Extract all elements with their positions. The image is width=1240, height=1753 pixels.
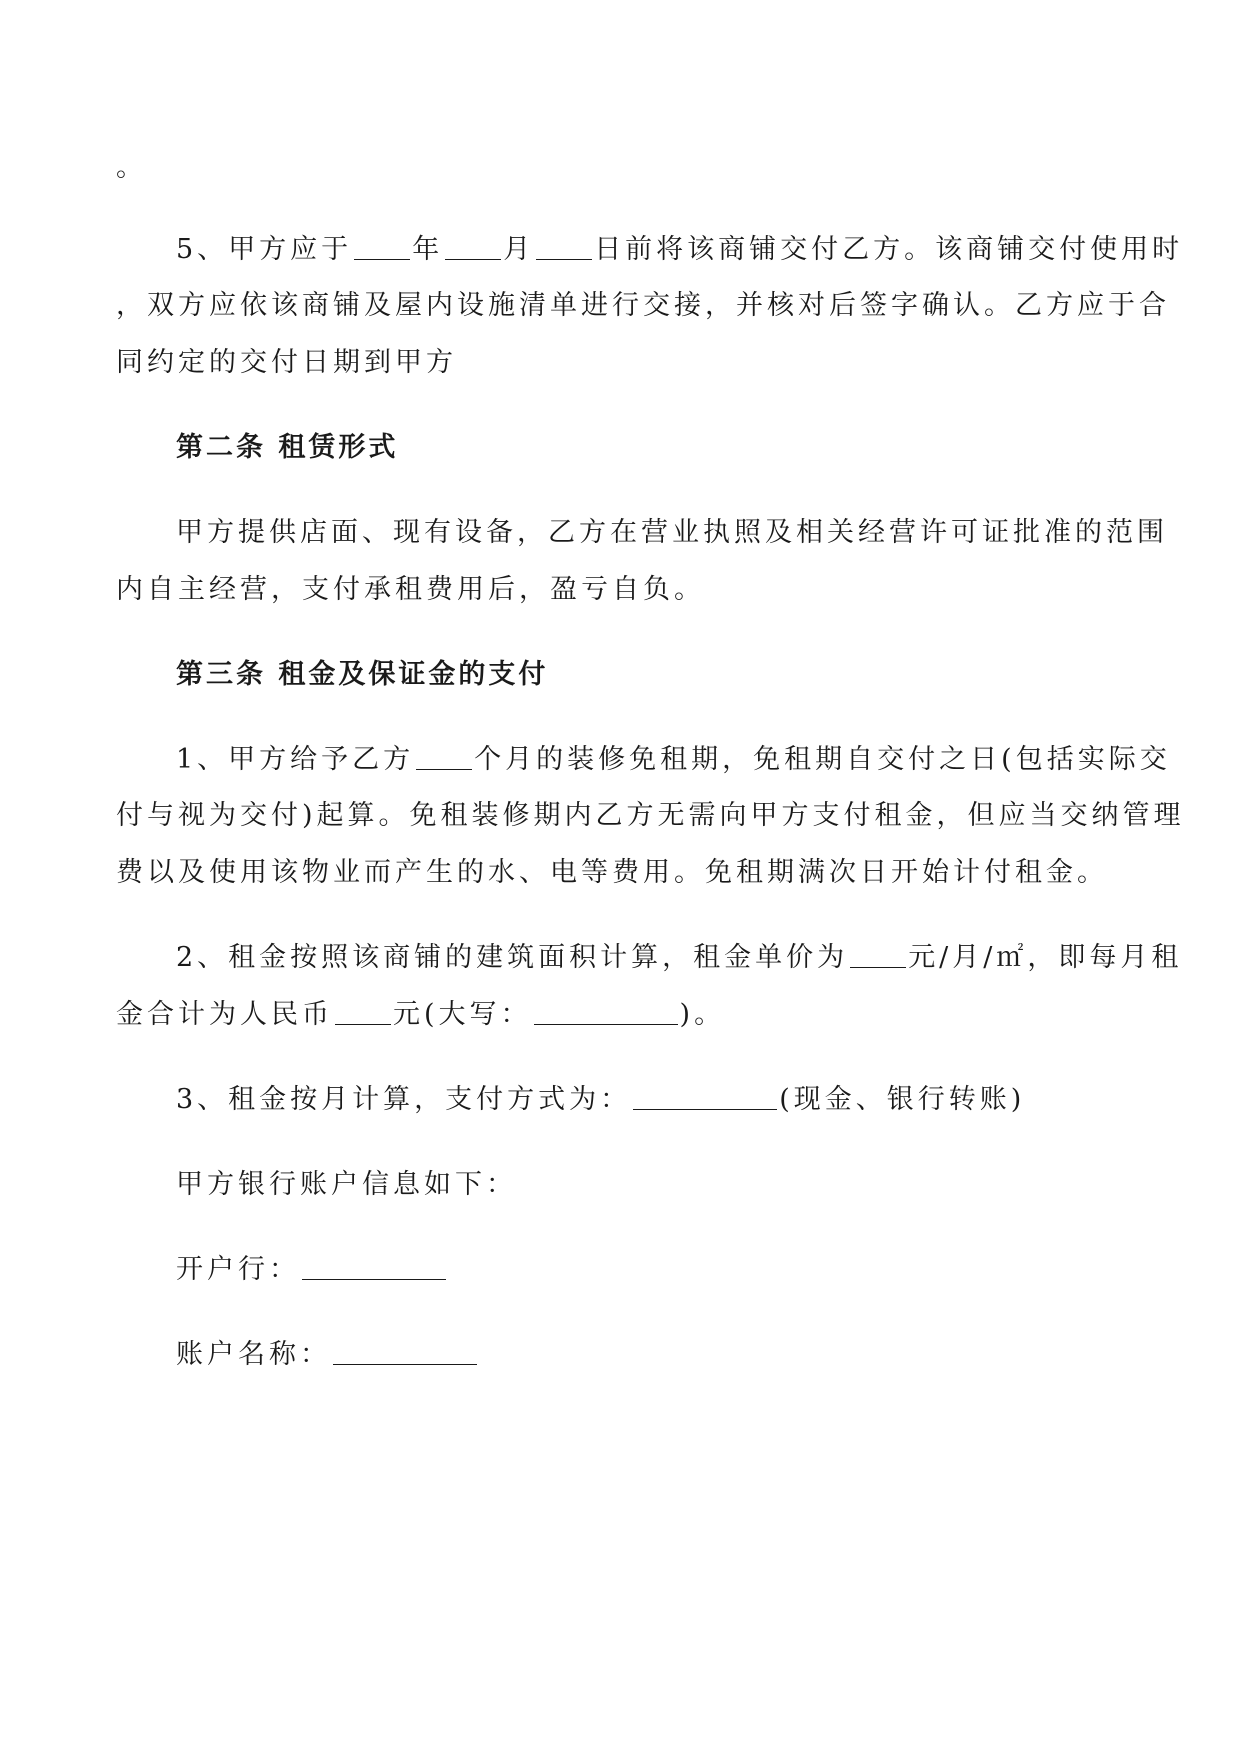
top-fragment: 。	[116, 152, 147, 183]
article-3-item-1-line-2: 付与视为交付)起算。免租装修期内乙方无需向甲方支付租金，但应当交纳管理	[116, 800, 1185, 831]
article-3-item-2-line-2: 金合计为人民币 元(大写： )。	[116, 999, 726, 1030]
article-2-title: 第二条 租赁形式	[176, 432, 399, 463]
clause-5-line-3: 同约定的交付日期到甲方	[116, 347, 457, 378]
bank-name-blank	[302, 1253, 446, 1280]
account-name-blank	[333, 1338, 477, 1365]
clause-5-line-1: 5、甲方应于 年 月 日前将该商铺交付乙方。该商铺交付使用时	[176, 234, 1184, 265]
bank-info-label: 甲方银行账户信息如下：	[176, 1169, 517, 1200]
article-3-item-3: 3、租金按月计算，支付方式为： (现金、银行转账)	[176, 1084, 1026, 1115]
monthly-total-blank	[335, 998, 391, 1025]
article-3-item-1-line-1: 1、甲方给予乙方 个月的装修免租期，免租期自交付之日(包括实际交	[176, 744, 1171, 775]
month-blank	[445, 233, 501, 260]
article-3-item-1-line-3: 费以及使用该物业而产生的水、电等费用。免租期满次日开始计付租金。	[116, 857, 1108, 888]
unit-price-blank	[850, 941, 906, 968]
account-name-line: 账户名称：	[176, 1337, 1186, 1373]
amount-in-words-blank	[534, 998, 678, 1025]
year-blank	[354, 233, 410, 260]
day-blank	[536, 233, 592, 260]
bank-name-line: 开户行：	[176, 1252, 1186, 1288]
payment-method-blank	[633, 1083, 777, 1110]
article-2-line-2: 内自主经营，支付承租费用后，盈亏自负。	[116, 574, 705, 605]
months-blank	[416, 743, 472, 770]
article-3-item-2-line-1: 2、租金按照该商铺的建筑面积计算，租金单价为 元/月/㎡，即每月租	[176, 942, 1183, 973]
article-2-line-1: 甲方提供店面、现有设备，乙方在营业执照及相关经营许可证批准的范围	[176, 517, 1168, 548]
clause-5-line-2: ，双方应依该商铺及屋内设施清单进行交接，并核对后签字确认。乙方应于合	[116, 290, 1170, 321]
article-3-title: 第三条 租金及保证金的支付	[176, 659, 549, 690]
